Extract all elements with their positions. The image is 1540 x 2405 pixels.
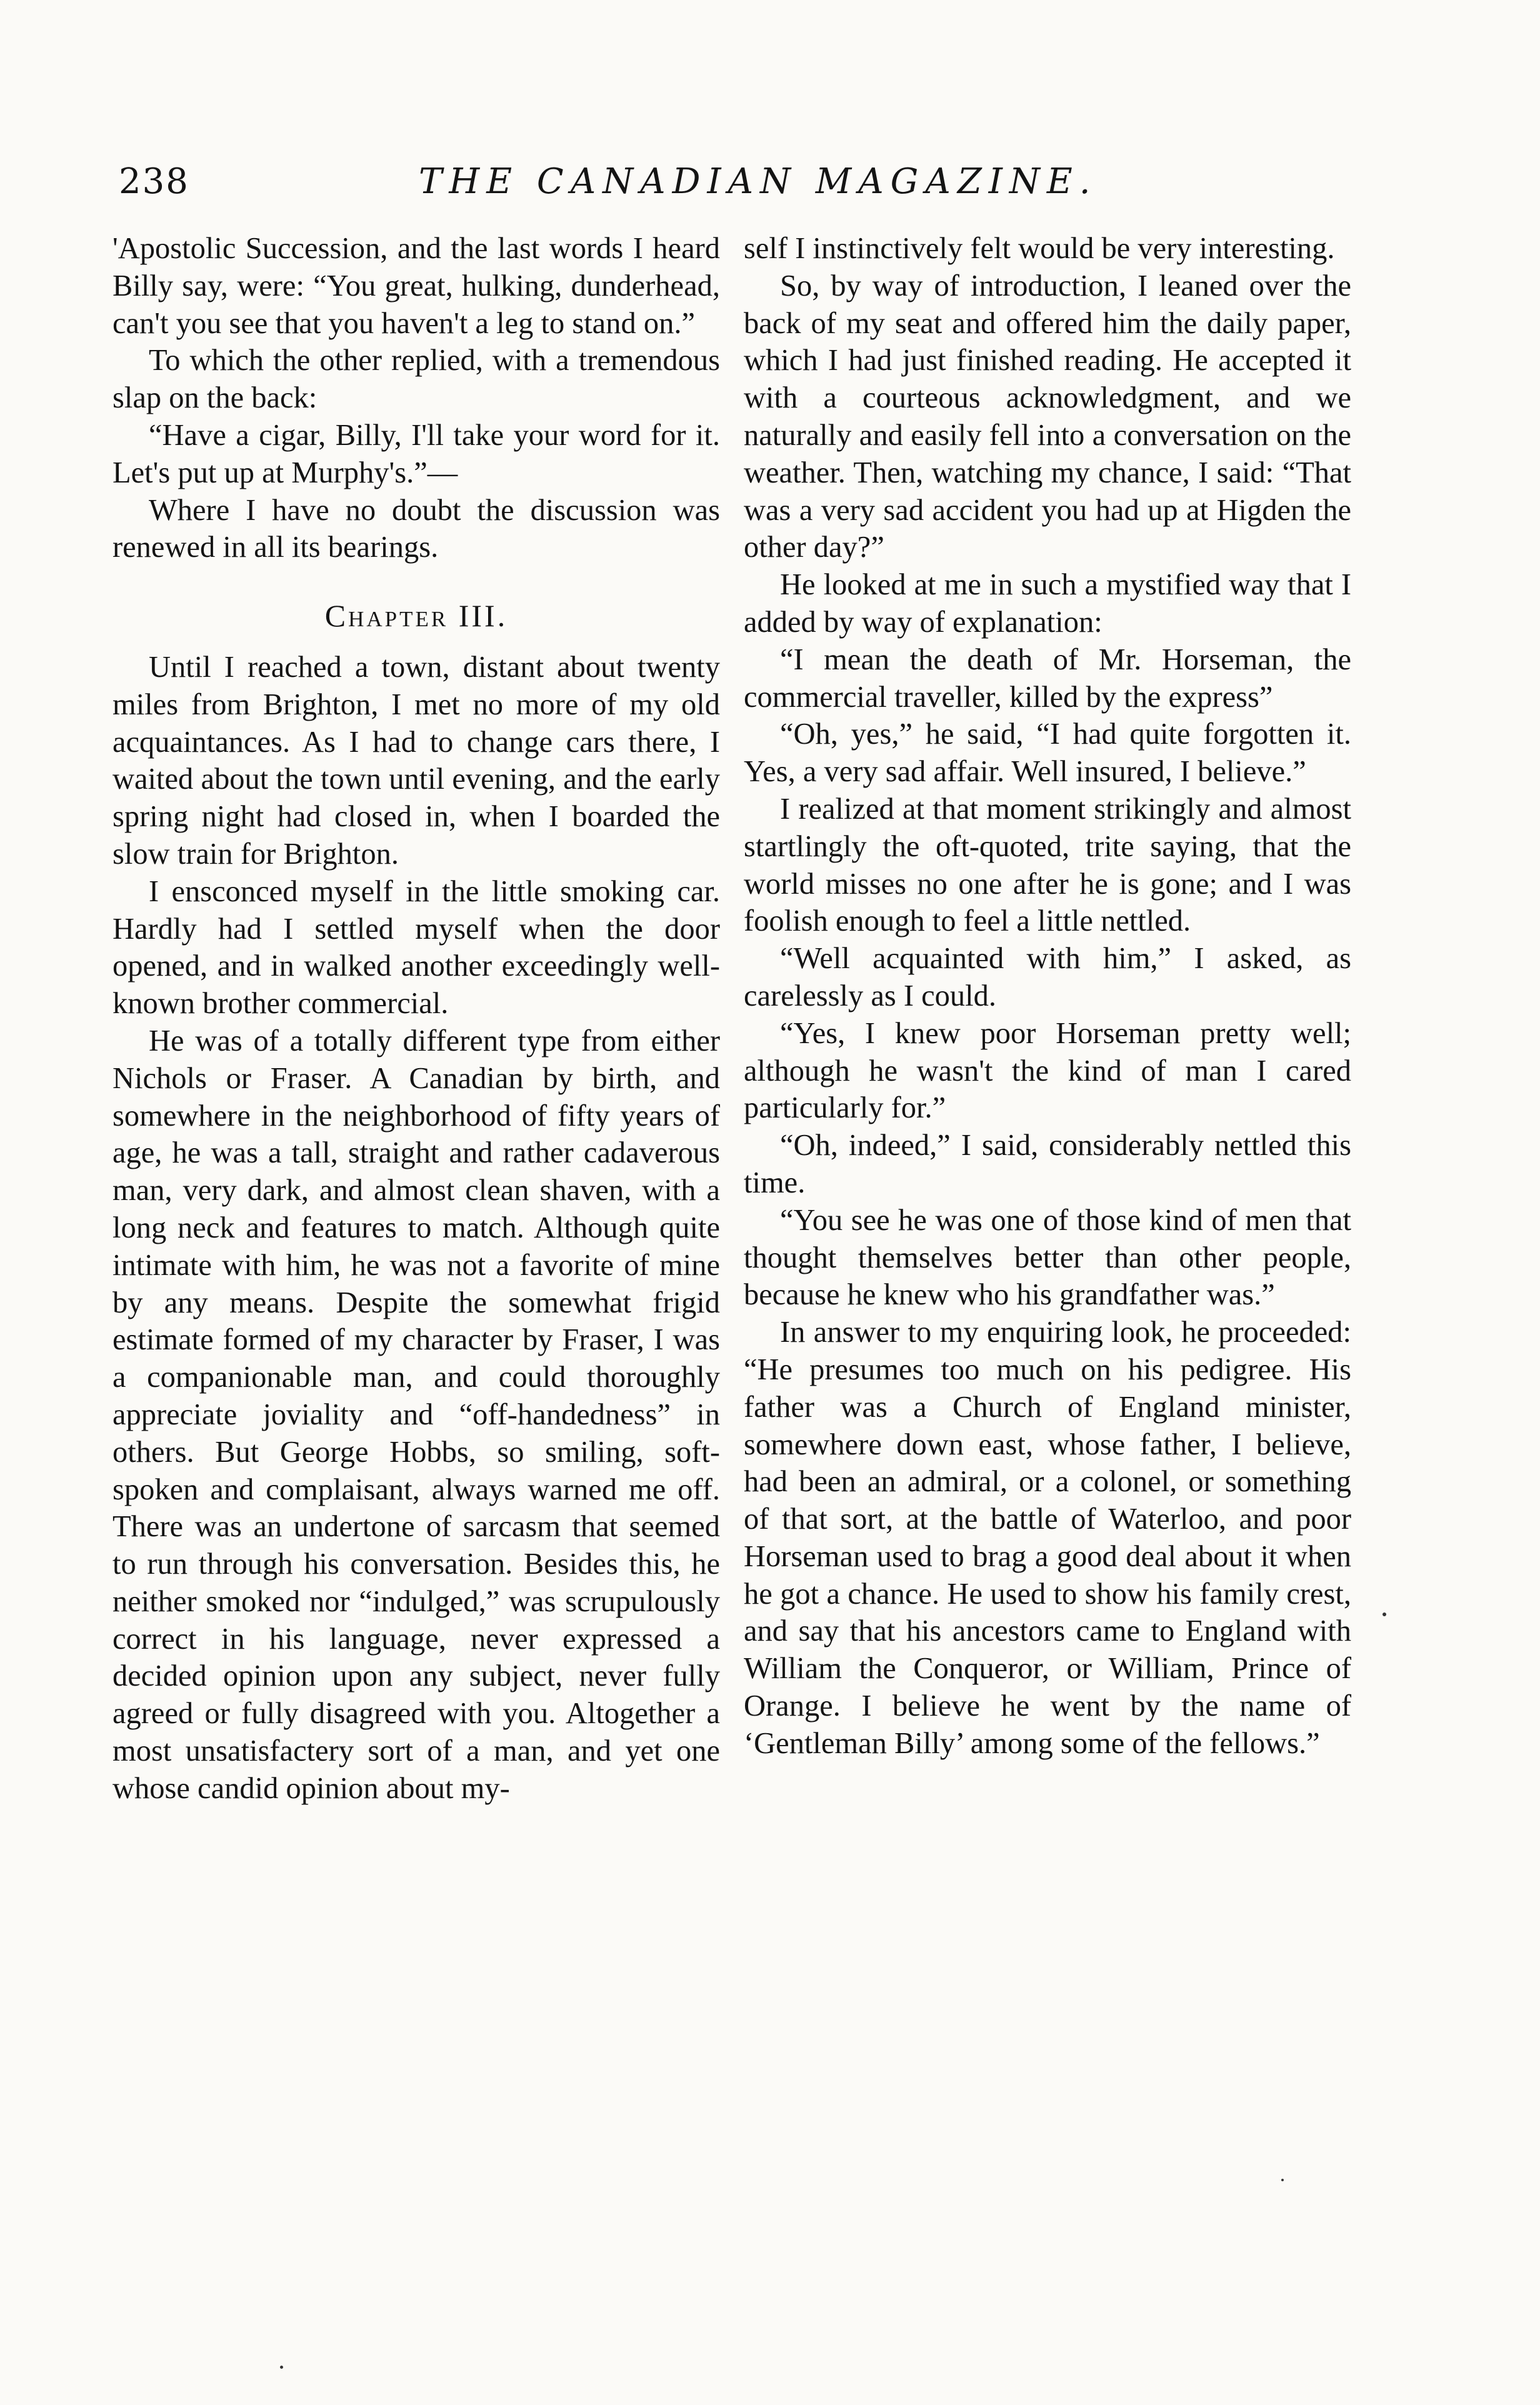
- page-number: 238: [119, 161, 189, 202]
- paragraph: “I mean the death of Mr. Horseman, the commercial traveller, killed by the express”: [744, 642, 1351, 714]
- chapter-heading: Chapter III.: [324, 598, 508, 634]
- paragraph: “Oh, yes,” he said, “I had quite forgotten it. Yes, a very sad affair. Well insured, I believe.”: [744, 718, 1351, 789]
- paragraph: “Well acquainted with him,” I asked, as carelessly as I could.: [744, 942, 1351, 1012]
- paragraph: “You see he was one of those kind of men that thought themselves better than other people, because he knew who his grandfather was.”: [744, 1203, 1351, 1312]
- paragraph: In answer to my enquiring look, he proceeded: “He presumes too much on his pedigree. His father was a Church of England minister, somewhere down east, whose father, I believe, had been an admiral, or a colonel, or something of that sort, at the battle of Waterloo, and poor Horseman used to brag a good deal about it when he got a chance. He used to show his family crest, and say that his ancestors came to England with William the Conqueror, or William, Prince of Orange. I believe he went by the name of ‘Gentleman Billy’ among some of the fellows.”: [744, 1316, 1351, 1760]
- paragraph: self I instinctively felt would be very interesting.: [744, 232, 1335, 265]
- paragraph: “Oh, indeed,” I said, considerably nettled this time.: [744, 1129, 1351, 1199]
- right-column: [744, 230, 1351, 1762]
- paragraph: So, by way of introduction, I leaned over the back of my seat and offered him the daily paper, which I had just finished reading. He accepted it with a courteous acknowledgment, and we naturally and easily fell into a conversation on the weather. Then, watching my chance, I said: “That was a very sad accident you had up at Higden the other day?”: [744, 269, 1351, 564]
- page-header: [119, 161, 1369, 218]
- paragraph: He was of a totally different type from either Nichols or Fraser. A Canadian by birth, and somewhere in the neighborhood of fifty years of age, he was a tall, straight and rather cadaverous man, very dark, and almost clean shaven, with a long neck and features to match. Although quite intimate with him, he was not a favorite of mine by any means. Despite the somewhat frigid estimate formed of my character by Fraser, I was a companionable man, and could thoroughly appreciate joviality and “off-handedness” in others. But George Hobbs, so smiling, soft-spoken and complaisant, always warned me off. There was an undertone of sarcasm that seemed to run through his conversation. Besides this, he neither smoked nor “indulged,” was scrupulously correct in his language, never expressed a decided opinion upon any subject, never fully agreed or fully disagreed with you. Altogether a most unsatisfactery sort of a man, and yet one whose candid opinion about my-: [112, 1024, 720, 1805]
- paragraph: I ensconced myself in the little smoking car. Hardly had I settled myself when the door opened, and in walked another exceedingly well-known brother commercial.: [112, 874, 720, 1021]
- paragraph: He looked at me in such a mystified way that I added by way of explanation:: [744, 568, 1351, 639]
- ink-speck: [280, 2366, 283, 2369]
- paragraph: “Have a cigar, Billy, I'll take your word for it. Let's put up at Murphy's.”—: [112, 418, 720, 489]
- paragraph: 'Apostolic Succession, and the last words I heard Billy say, were: “You great, hulking, dunderhead, can't you see that you haven't a leg to stand on.”: [112, 232, 720, 340]
- paragraph: Until I reached a town, distant about twenty miles from Brighton, I met no more of my old acquaintances. As I had to change cars there, I waited about the town until evening, and the early spring night had closed in, when I boarded the slow train for Brighton.: [112, 650, 720, 871]
- ink-speck: [1281, 2179, 1284, 2181]
- paragraph: To which the other replied, with a tremendous slap on the back:: [112, 344, 720, 415]
- running-title: THE CANADIAN MAGAZINE.: [419, 161, 1098, 202]
- ink-speck: [1382, 1612, 1386, 1616]
- paragraph: “Yes, I knew poor Horseman pretty well; although he wasn't the kind of man I cared particularly for.”: [744, 1016, 1351, 1125]
- paragraph: I realized at that moment strikingly and almost startlingly the oft-quoted, trite saying, that the world misses no one after he is gone; and I was foolish enough to feel a little nettled.: [744, 792, 1351, 938]
- paragraph: Where I have no doubt the discussion was renewed in all its bearings.: [112, 493, 720, 564]
- left-column: [112, 230, 720, 1808]
